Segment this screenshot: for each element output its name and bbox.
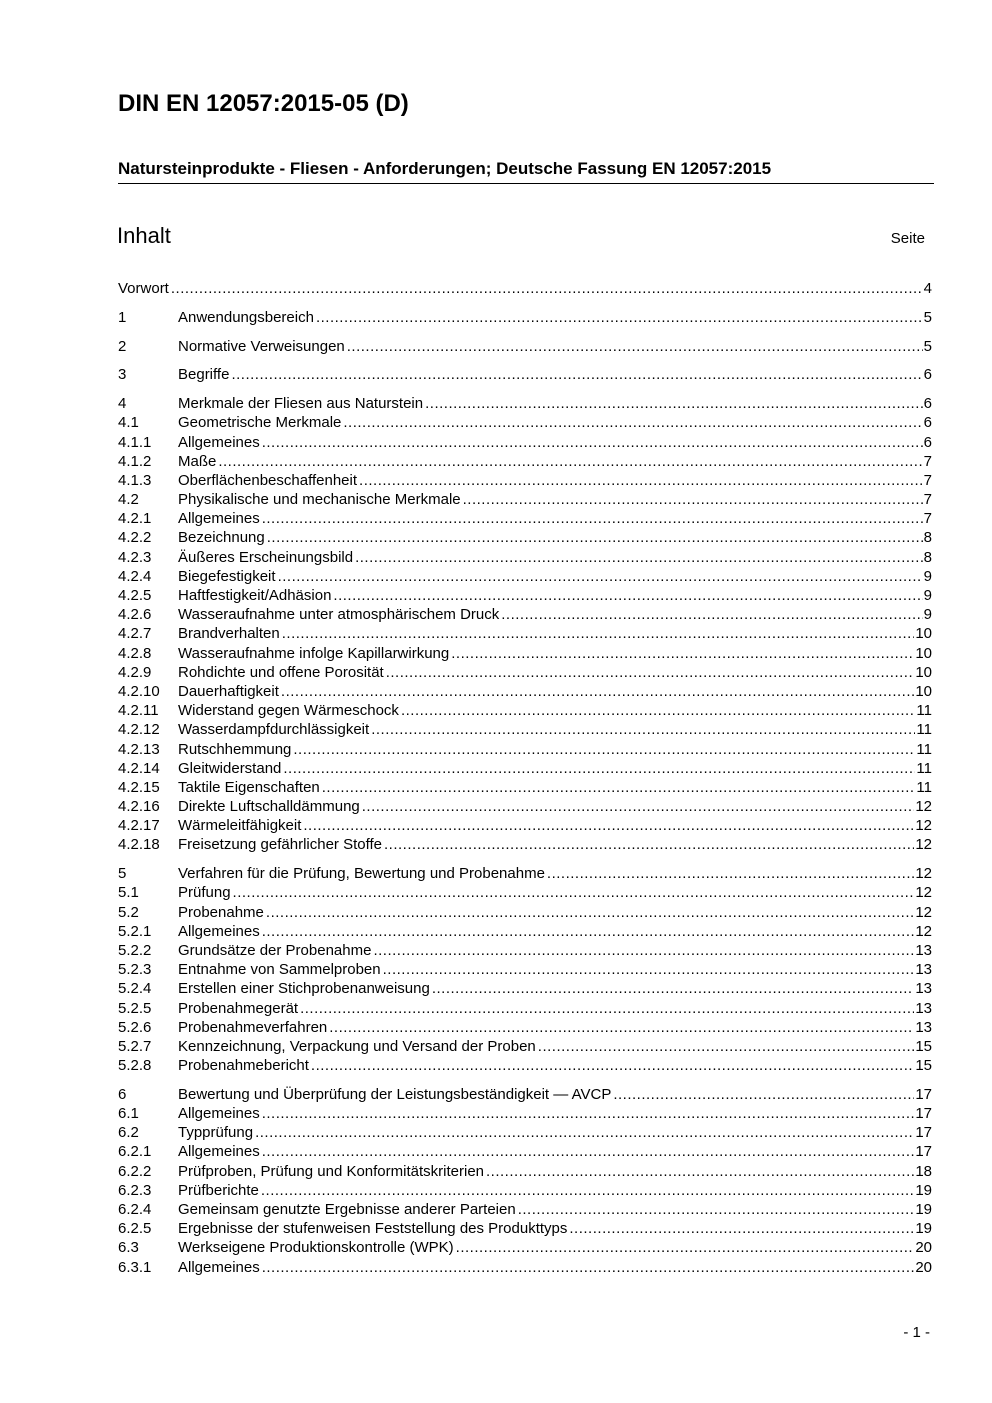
toc-entry-number: 4.2.15 <box>118 778 160 796</box>
toc-entry[interactable] <box>118 645 932 664</box>
toc-entry-page: 7 <box>923 491 932 509</box>
toc-entry[interactable] <box>118 1057 932 1076</box>
toc-entry[interactable] <box>118 434 932 453</box>
toc-entry-number: 4.2.10 <box>118 682 160 700</box>
toc-entry-number: 6 <box>118 1085 127 1103</box>
toc-entry-title: Wasseraufnahme infolge Kapillarwirkung <box>178 644 450 662</box>
toc-entry-page: 10 <box>915 663 932 681</box>
toc-entry-page: 15 <box>915 1037 932 1055</box>
toc-entry-number: 4.2.11 <box>118 702 159 720</box>
toc-entry[interactable] <box>118 1000 932 1019</box>
toc-entry[interactable] <box>118 510 932 529</box>
toc-entry[interactable] <box>118 549 932 568</box>
toc-entry-title: Prüfung <box>178 884 231 902</box>
toc-entry-page: 18 <box>915 1162 932 1180</box>
toc-entry[interactable] <box>118 798 932 817</box>
toc-dot-leader <box>278 568 923 585</box>
toc-entry[interactable] <box>118 529 932 548</box>
toc-entry-title: Rutschhemmung <box>178 740 292 758</box>
toc-dot-leader <box>518 1201 915 1218</box>
toc-entry[interactable] <box>118 1259 932 1278</box>
toc-entry-title: Verfahren für die Prüfung, Bewertung und Probenahme <box>178 865 545 883</box>
toc-entry-number: 5.2.4 <box>118 980 152 998</box>
toc-entry-page: 13 <box>915 980 932 998</box>
toc-entry[interactable] <box>118 625 932 644</box>
toc-dot-leader <box>359 472 923 489</box>
toc-entry[interactable] <box>118 395 932 414</box>
toc-entry-number: 4.2.18 <box>118 836 160 854</box>
toc-entry-page: 11 <box>916 702 932 720</box>
toc-entry[interactable] <box>118 1019 932 1038</box>
toc-entry-number: 6.2.1 <box>118 1143 152 1161</box>
toc-entry-title: Widerstand gegen Wärmeschock <box>178 702 399 720</box>
toc-entry-page: 8 <box>923 548 932 566</box>
page-number: - 1 - <box>903 1324 930 1341</box>
toc-entry-page: 17 <box>915 1085 932 1103</box>
toc-entry-title: Erstellen einer Stichprobenanweisung <box>178 980 430 998</box>
toc-entry-page: 7 <box>923 471 932 489</box>
toc-dot-leader <box>262 1143 915 1160</box>
toc-entry[interactable] <box>118 980 932 999</box>
toc-entry[interactable] <box>118 817 932 836</box>
toc-dot-leader <box>231 366 922 383</box>
toc-entry-page: 5 <box>923 337 932 355</box>
toc-entry-number: 5.2.6 <box>118 1018 152 1036</box>
toc-entry[interactable] <box>118 1220 932 1239</box>
toc-dot-leader <box>386 664 915 681</box>
toc-entry-title: Dauerhaftigkeit <box>178 682 279 700</box>
toc-entry-number: 1 <box>118 308 127 326</box>
toc-entry-number: 5.1 <box>118 884 139 902</box>
toc-entry-page: 11 <box>916 740 932 758</box>
toc-entry-number: 4 <box>118 395 127 413</box>
toc-entry[interactable] <box>118 1182 932 1201</box>
toc-entry-page: 10 <box>915 644 932 662</box>
toc-entry-number: 4.2.8 <box>118 644 152 662</box>
toc-entry-title: Prüfproben, Prüfung und Konformitätskriterien <box>178 1162 484 1180</box>
toc-entry-title: Allgemeines <box>178 922 260 940</box>
document-title: DIN EN 12057:2015-05 (D) <box>118 90 409 117</box>
toc-entry-title: Gemeinsam genutzte Ergebnisse anderer Parteien <box>178 1201 516 1218</box>
toc-entry[interactable] <box>118 904 932 923</box>
toc-entry-number: 4.2 <box>118 491 139 509</box>
toc-entry[interactable] <box>118 1143 932 1162</box>
toc-entry-title: Äußeres Erscheinungsbild <box>178 548 354 566</box>
toc-dot-leader <box>362 798 915 815</box>
toc-entry-page: 6 <box>923 395 932 413</box>
toc-dot-leader <box>293 741 915 758</box>
toc-entry-number: 4.1.3 <box>118 471 152 489</box>
toc-dot-leader <box>569 1220 914 1237</box>
toc-entry-page: 5 <box>923 308 932 326</box>
toc-entry-title: Anwendungsbereich <box>178 308 314 326</box>
toc-entry-title: Ergebnisse der stufenweisen Feststellung des Produkttyps <box>178 1220 568 1238</box>
toc-entry[interactable] <box>118 942 932 961</box>
toc-entry[interactable] <box>118 683 932 702</box>
toc-entry-title: Haftfestigkeit/Adhäsion <box>178 587 332 604</box>
toc-dot-leader <box>262 1105 915 1122</box>
toc-entry-page: 12 <box>915 836 932 854</box>
toc-page-column-label: Seite <box>890 230 925 247</box>
toc-entry-number: 6.2.4 <box>118 1201 152 1218</box>
toc-dot-leader <box>347 338 923 355</box>
toc-entry[interactable] <box>118 721 932 740</box>
toc-entry-title: Freisetzung gefährlicher Stoffe <box>178 836 383 854</box>
toc-dot-leader <box>281 683 914 700</box>
toc-dot-leader <box>233 884 915 901</box>
toc-entry[interactable] <box>118 923 932 942</box>
toc-entry-number: 6.3.1 <box>118 1258 152 1276</box>
toc-entry-page: 12 <box>915 903 932 921</box>
toc-entry-page: 11 <box>916 759 932 777</box>
toc-dot-leader <box>329 1019 914 1036</box>
toc-dot-leader <box>343 414 922 431</box>
toc-dot-leader <box>262 434 923 451</box>
toc-entry-page: 17 <box>915 1143 932 1161</box>
toc-entry-number: 4.1.1 <box>118 433 152 451</box>
toc-entry[interactable] <box>118 865 932 884</box>
toc-entry[interactable] <box>118 1163 932 1182</box>
toc-entry-title: Kennzeichnung, Verpackung und Versand der Proben <box>178 1037 536 1055</box>
toc-entry-page: 6 <box>923 433 932 451</box>
toc-entry-number: 2 <box>118 337 127 355</box>
toc-entry-number: 5.2.2 <box>118 941 152 959</box>
toc-entry[interactable] <box>118 836 932 855</box>
toc-dot-leader <box>255 1124 914 1141</box>
toc-entry[interactable] <box>118 1105 932 1124</box>
toc-entry-title: Oberflächenbeschaffenheit <box>178 471 358 489</box>
toc-entry-number: 5.2.1 <box>118 922 152 940</box>
toc-entry-title: Probenahmeverfahren <box>178 1018 328 1036</box>
toc-entry[interactable] <box>118 606 932 625</box>
toc-entry[interactable] <box>118 338 932 357</box>
toc-dot-leader <box>451 645 914 662</box>
toc-dot-leader <box>171 280 923 297</box>
toc-entry-number: 4.1.2 <box>118 452 152 470</box>
toc-entry[interactable] <box>118 491 932 510</box>
toc-entry[interactable] <box>118 453 932 472</box>
toc-entry-number: 4.2.4 <box>118 567 152 585</box>
toc-entry-page: 10 <box>915 682 932 700</box>
toc-entry-title: Bewertung und Überprüfung der Leistungsbeständigkeit — AVCP <box>178 1085 612 1103</box>
toc-entry-number: 4.2.2 <box>118 529 152 547</box>
toc-entry-page: 19 <box>915 1220 932 1238</box>
toc-entry-number: 6.1 <box>118 1105 139 1123</box>
toc-entry[interactable] <box>118 741 932 760</box>
toc-entry-number: 4.2.7 <box>118 625 152 643</box>
toc-entry-number: 4.2.6 <box>118 606 152 624</box>
toc-entry-number: 6.2 <box>118 1124 139 1142</box>
toc-entry-page: 15 <box>915 1057 932 1075</box>
toc-entry[interactable] <box>118 280 932 299</box>
toc-entry-number: 4.2.16 <box>118 798 160 816</box>
toc-entry-page: 9 <box>923 567 932 585</box>
toc-heading: Inhalt <box>117 223 171 248</box>
toc-entry-title: Allgemeines <box>178 510 260 528</box>
toc-entry-page: 6 <box>923 414 932 432</box>
toc-dot-leader <box>355 549 923 566</box>
toc-entry[interactable] <box>118 309 932 328</box>
toc-entry[interactable] <box>118 1124 932 1143</box>
toc-entry-title: Gleitwiderstand <box>178 759 282 777</box>
toc-dot-leader <box>262 1259 915 1276</box>
toc-entry-page: 11 <box>916 721 932 739</box>
toc-entry-number: 6.2.5 <box>118 1220 152 1238</box>
toc-entry-number: 4.2.13 <box>118 740 160 758</box>
toc-entry-page: 13 <box>915 999 932 1017</box>
toc-entry-number: 5.2 <box>118 903 139 921</box>
toc-entry-page: 12 <box>915 922 932 940</box>
toc-entry-page: 6 <box>923 366 932 384</box>
toc-entry-title: Wasseraufnahme unter atmosphärischem Druck <box>178 606 500 624</box>
toc-entry-number: 4.2.14 <box>118 759 160 777</box>
toc-dot-leader <box>463 491 923 508</box>
toc-entry-page: 13 <box>915 961 932 979</box>
toc-entry-title: Bezeichnung <box>178 529 265 547</box>
toc-entry[interactable] <box>118 1201 932 1220</box>
toc-entry-title: Geometrische Merkmale <box>178 414 342 432</box>
toc-entry-page: 20 <box>915 1239 932 1257</box>
toc-entry-number: 6.2.3 <box>118 1181 152 1199</box>
toc-entry-number: 6.2.2 <box>118 1162 152 1180</box>
toc-entry-number: 5.2.7 <box>118 1037 152 1055</box>
toc-entry[interactable] <box>118 961 932 980</box>
toc-entry-title: Werkseigene Produktionskontrolle (WPK) <box>178 1239 454 1257</box>
toc-entry-page: 4 <box>923 280 932 297</box>
toc-entry[interactable] <box>118 702 932 721</box>
toc-entry-page: 13 <box>915 1018 932 1036</box>
toc-entry-number: 5.2.3 <box>118 961 152 979</box>
toc-dot-leader <box>218 453 922 470</box>
toc-entry-title: Merkmale der Fliesen aus Naturstein <box>178 395 424 413</box>
toc-dot-leader <box>262 923 915 940</box>
toc-entry-page: 17 <box>915 1105 932 1123</box>
toc-entry-title: Brandverhalten <box>178 625 280 643</box>
toc-dot-leader <box>262 510 923 527</box>
toc-entry-page: 20 <box>915 1258 932 1276</box>
toc-entry-title: Allgemeines <box>178 433 260 451</box>
toc-dot-leader <box>538 1038 915 1055</box>
table-of-contents <box>118 280 932 1278</box>
toc-entry-title: Physikalische und mechanische Merkmale <box>178 491 461 509</box>
toc-dot-leader <box>425 395 923 412</box>
toc-dot-leader <box>401 702 915 719</box>
toc-dot-leader <box>373 942 914 959</box>
toc-entry-page: 12 <box>915 865 932 883</box>
toc-entry-number: 5 <box>118 865 127 883</box>
toc-entry-title: Vorwort <box>118 280 169 297</box>
toc-dot-leader <box>613 1086 914 1103</box>
toc-entry[interactable] <box>118 1038 932 1057</box>
toc-dot-leader <box>267 529 923 546</box>
toc-entry-title: Allgemeines <box>178 1143 260 1161</box>
toc-entry[interactable] <box>118 472 932 491</box>
toc-dot-leader <box>322 779 916 796</box>
toc-entry-title: Probenahmebericht <box>178 1057 309 1075</box>
toc-dot-leader <box>266 904 914 921</box>
toc-dot-leader <box>311 1057 914 1074</box>
toc-entry-number: 4.2.12 <box>118 721 160 739</box>
toc-entry[interactable] <box>118 1239 932 1258</box>
toc-entry-title: Grundsätze der Probenahme <box>178 941 372 959</box>
toc-entry[interactable] <box>118 414 932 433</box>
toc-dot-leader <box>456 1239 915 1256</box>
toc-entry-number: 4.2.9 <box>118 663 152 681</box>
toc-entry[interactable] <box>118 366 932 385</box>
toc-entry[interactable] <box>118 760 932 779</box>
toc-entry[interactable] <box>118 664 932 683</box>
toc-dot-leader <box>547 865 914 882</box>
toc-entry-page: 19 <box>915 1181 932 1199</box>
toc-entry-title: Probenahme <box>178 903 264 921</box>
toc-entry[interactable] <box>118 779 932 798</box>
toc-dot-leader <box>303 817 914 834</box>
toc-entry-title: Normative Verweisungen <box>178 337 345 355</box>
toc-entry-page: 7 <box>923 510 932 528</box>
toc-entry-page: 12 <box>915 884 932 902</box>
toc-entry-title: Rohdichte und offene Porosität <box>178 663 384 681</box>
toc-entry[interactable] <box>118 587 932 606</box>
toc-entry[interactable] <box>118 568 932 587</box>
toc-entry-title: Allgemeines <box>178 1105 260 1123</box>
toc-entry-page: 12 <box>915 798 932 816</box>
toc-entry-number: 6.3 <box>118 1239 139 1257</box>
toc-dot-leader <box>261 1182 914 1199</box>
toc-entry-title: Begriffe <box>178 366 230 384</box>
toc-entry-title: Entnahme von Sammelproben <box>178 961 381 979</box>
toc-entry[interactable] <box>118 884 932 903</box>
toc-dot-leader <box>316 309 923 326</box>
toc-entry-title: Maße <box>178 452 217 470</box>
toc-dot-leader <box>333 587 922 604</box>
toc-entry-page: 11 <box>916 778 932 796</box>
toc-entry-title: Probenahmegerät <box>178 999 299 1017</box>
toc-dot-leader <box>384 836 914 853</box>
toc-entry-page: 8 <box>923 529 932 547</box>
toc-entry-number: 5.2.5 <box>118 999 152 1017</box>
document-subtitle: Natursteinprodukte - Fliesen - Anforderungen; Deutsche Fassung EN 12057:2015 <box>118 159 934 184</box>
toc-dot-leader <box>300 1000 914 1017</box>
toc-entry[interactable] <box>118 1086 932 1105</box>
toc-dot-leader <box>371 721 915 738</box>
toc-entry-title: Wärmeleitfähigkeit <box>178 817 302 835</box>
toc-entry-number: 4.2.3 <box>118 548 152 566</box>
toc-entry-title: Wasserdampfdurchlässigkeit <box>178 721 370 739</box>
toc-entry-page: 9 <box>923 587 932 604</box>
toc-entry-number: 4.2.1 <box>118 510 152 528</box>
toc-dot-leader <box>432 980 914 997</box>
toc-entry-title: Biegefestigkeit <box>178 567 276 585</box>
toc-entry-page: 10 <box>915 625 932 643</box>
toc-entry-title: Taktile Eigenschaften <box>178 778 320 796</box>
toc-entry-number: 5.2.8 <box>118 1057 152 1075</box>
toc-dot-leader <box>486 1163 914 1180</box>
toc-dot-leader <box>501 606 922 623</box>
toc-dot-leader <box>383 961 915 978</box>
toc-entry-page: 19 <box>915 1201 932 1218</box>
toc-entry-title: Prüfberichte <box>178 1181 259 1199</box>
toc-entry-number: 4.1 <box>118 414 139 432</box>
toc-entry-number: 4.2.5 <box>118 587 152 604</box>
toc-dot-leader <box>282 625 915 642</box>
toc-entry-page: 12 <box>915 817 932 835</box>
toc-dot-leader <box>283 760 915 777</box>
toc-entry-title: Allgemeines <box>178 1258 260 1276</box>
toc-entry-number: 4.2.17 <box>118 817 160 835</box>
toc-entry-number: 3 <box>118 366 127 384</box>
toc-entry-title: Typprüfung <box>178 1124 254 1142</box>
toc-entry-title: Direkte Luftschalldämmung <box>178 798 360 816</box>
toc-entry-page: 7 <box>923 452 932 470</box>
toc-entry-page: 17 <box>915 1124 932 1142</box>
toc-entry-page: 9 <box>923 606 932 624</box>
toc-entry-page: 13 <box>915 941 932 959</box>
